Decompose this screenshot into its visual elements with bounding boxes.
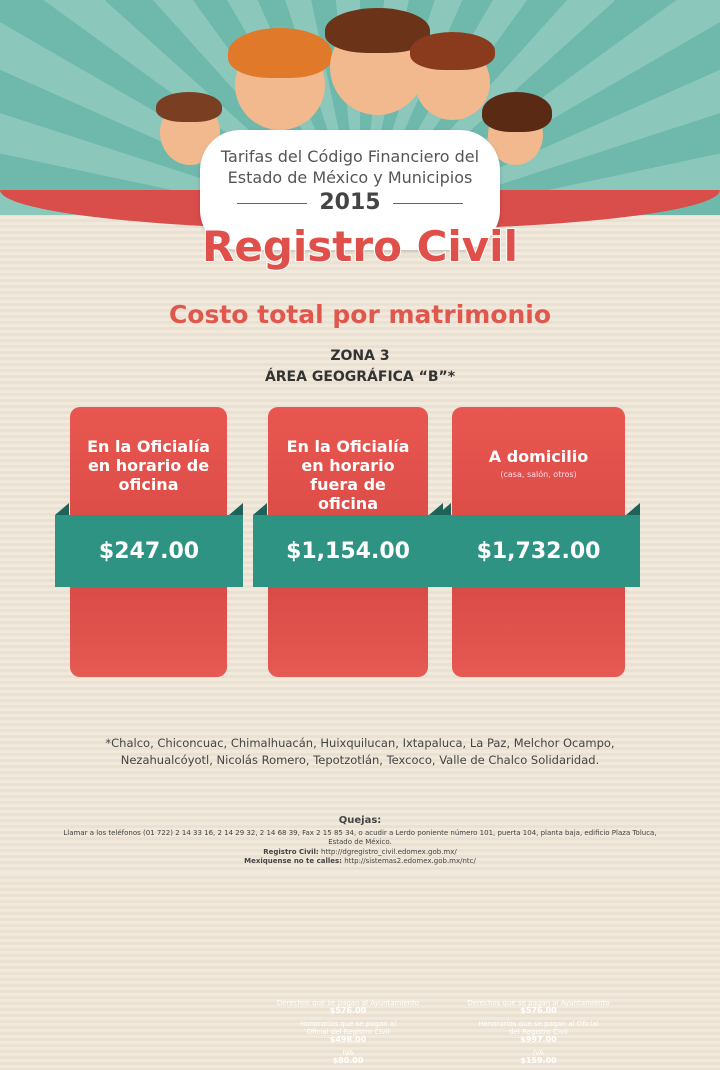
page-title: Registro Civil	[202, 222, 518, 271]
mx-label: Mexiquense no te calles:	[244, 857, 342, 865]
card-title: En la Oficialía en horario fuera de oficina	[286, 437, 410, 513]
year: 2015	[200, 190, 500, 215]
detail-value: $576.00	[329, 1006, 367, 1015]
detail-value: $576.00	[520, 1006, 557, 1015]
detail-value: $997.00	[520, 1035, 557, 1044]
detail-label: IVA	[532, 1049, 545, 1057]
title-line2: Estado de México y Municipios	[227, 168, 473, 187]
detail-value: $159.00	[520, 1056, 557, 1065]
detail-label: Honorarios que se pagan al Oficial del Registro Civil	[299, 1020, 397, 1036]
card-title: A domicilio	[488, 447, 589, 466]
rc-label: Registro Civil:	[263, 847, 319, 856]
title-line1: Tarifas del Código Financiero del	[220, 147, 480, 166]
complaints-title: Quejas:	[338, 815, 382, 826]
rc-link[interactable]: http://dgregistro_civil.edomex.gob.mx/	[320, 847, 457, 856]
breakdown	[268, 999, 428, 1070]
price-ribbon: $1,732.00	[437, 515, 640, 587]
area: ÁREA GEOGRÁFICA “B”*	[264, 369, 456, 385]
detail-value: $80.00	[332, 1056, 364, 1065]
breakdown	[452, 999, 625, 1070]
mx-link[interactable]: http://sistemas2.edomex.gob.mx/ntc/	[344, 857, 476, 865]
detail-label: Derechos que se pagan al Ayuntamiento	[467, 999, 610, 1007]
detail-label: Derechos que se pagan al Ayuntamiento	[276, 999, 420, 1007]
municipalities-note: *Chalco, Chiconcuac, Chimalhuacán, Huixquilucan, Ixtapaluca, La Paz, Melchor Ocampo, Nezahualcóyotl, Nicolás Romero, Tepotzotlán, Texcoco, Valle de Chalco Solidaridad.	[105, 736, 615, 767]
price-ribbon: $247.00	[55, 515, 243, 587]
zone-info	[0, 346, 720, 388]
footer	[0, 816, 720, 867]
section-heading: Costo total por matrimonio	[168, 300, 552, 329]
detail-label: Honorarios que se pagan al Oficial del Registro Civil	[478, 1020, 599, 1036]
complaints-text: Llamar a los teléfonos (01 722) 2 14 33 16, 2 14 29 32, 2 14 68 39, Fax 2 15 85 34, o acudir a Lerdo poniente número 101, puerta 104, planta baja, edificio Plaza Toluca, Estado de México.	[63, 828, 657, 846]
price-ribbon: $1,154.00	[253, 515, 443, 587]
zone: ZONA 3	[330, 348, 390, 364]
detail-label: IVA	[342, 1049, 354, 1057]
detail-value: $498.00	[329, 1035, 367, 1044]
card-title: En la Oficialía en horario de oficina	[87, 437, 210, 494]
card-subtitle: (casa, salón, otros)	[500, 470, 577, 479]
